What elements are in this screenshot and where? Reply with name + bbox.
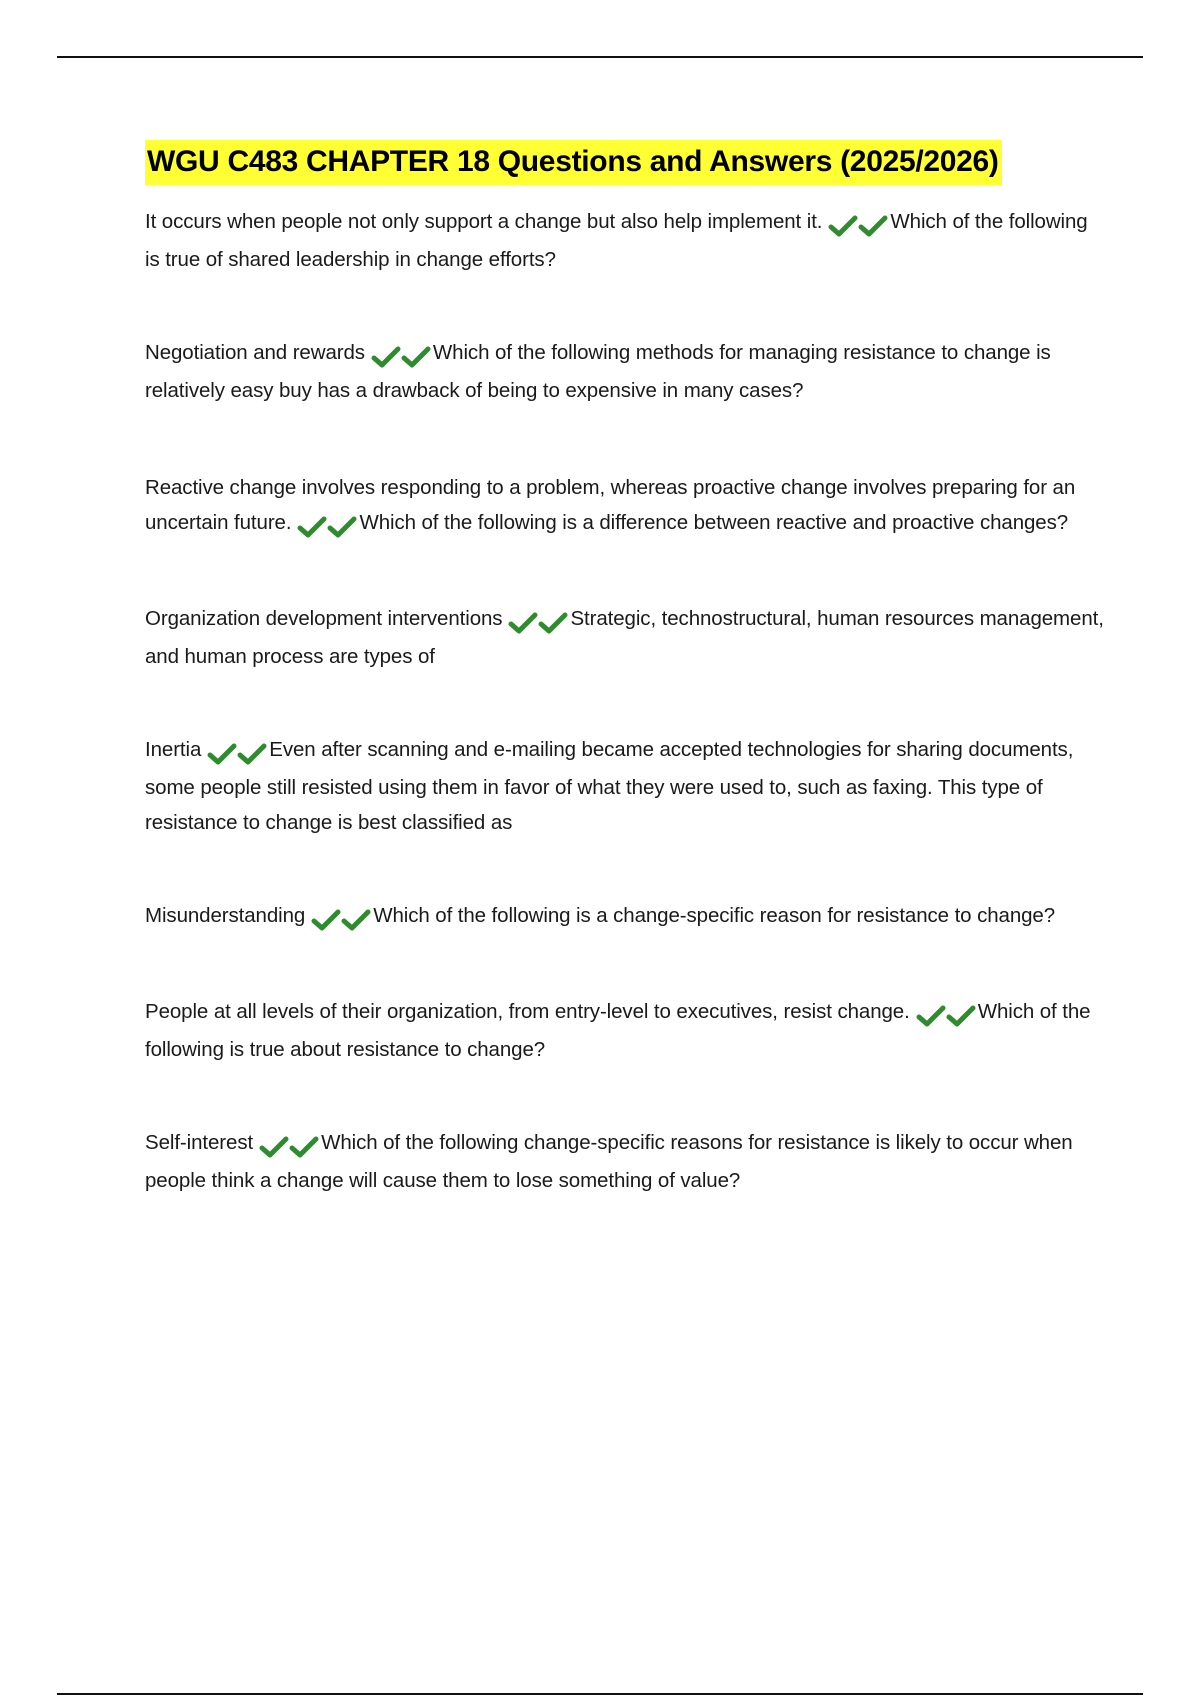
- double-check-marks: [828, 207, 888, 242]
- qa-entry: [145, 601, 1105, 674]
- top-rule: [57, 56, 1143, 58]
- answer-text: People at all levels of their organization, from entry-level to executives, resist change.: [145, 1000, 910, 1023]
- qa-list: [145, 204, 1105, 1198]
- qa-entry: [145, 732, 1105, 840]
- question-text: Which of the following is a difference between reactive and proactive changes?: [359, 511, 1069, 534]
- double-check-marks: [297, 508, 357, 543]
- double-check-marks: [207, 735, 267, 770]
- check-icon: [289, 1136, 319, 1158]
- qa-entry: [145, 1125, 1105, 1198]
- check-icon: [508, 612, 538, 634]
- qa-entry: [145, 204, 1105, 277]
- document-title: WGU C483 CHAPTER 18 Questions and Answers (2025/2026): [145, 140, 1002, 185]
- qa-entry: [145, 335, 1105, 408]
- check-icon: [946, 1005, 976, 1027]
- check-icon: [538, 612, 568, 634]
- check-icon: [828, 215, 858, 237]
- double-check-marks: [916, 997, 976, 1032]
- double-check-marks: [311, 901, 371, 936]
- question-text: Which of the following change-specific reasons for resistance is likely to occur when people think a change will cause them to lose something of value?: [145, 1131, 1073, 1192]
- check-icon: [311, 909, 341, 931]
- answer-text: Reactive change involves responding to a problem, whereas proactive change involves preparing for an uncertain future.: [145, 476, 1076, 534]
- document-page: [145, 140, 1105, 1198]
- qa-entry: [145, 470, 1105, 543]
- answer-text: Organization development interventions: [145, 607, 503, 630]
- question-text: Which of the following is a change-specific reason for resistance to change?: [373, 904, 1056, 927]
- answer-text: Self-interest: [145, 1131, 254, 1154]
- double-check-marks: [259, 1128, 319, 1163]
- double-check-marks: [371, 338, 431, 373]
- answer-text: Negotiation and rewards: [145, 341, 365, 364]
- check-icon: [371, 346, 401, 368]
- question-text: Which of the following is true about resistance to change?: [145, 1000, 1091, 1061]
- bottom-rule: [57, 1693, 1143, 1695]
- check-icon: [259, 1136, 289, 1158]
- answer-text: It occurs when people not only support a change but also help implement it.: [145, 210, 823, 233]
- question-text: Which of the following is true of shared leadership in change efforts?: [145, 210, 1088, 271]
- check-icon: [327, 516, 357, 538]
- answer-text: Inertia: [145, 738, 202, 761]
- question-text: Which of the following methods for managing resistance to change is relatively easy buy has a drawback of being to expensive in many cases?: [145, 341, 1051, 402]
- question-text: Strategic, technostructural, human resources management, and human process are types of: [145, 607, 1104, 668]
- check-icon: [237, 743, 267, 765]
- qa-entry: [145, 994, 1105, 1067]
- double-check-marks: [508, 604, 568, 639]
- question-text: Even after scanning and e-mailing became accepted technologies for sharing documents, some people still resisted using them in favor of what they were used to, such as faxing. This type of resistance to change is best classified as: [145, 738, 1074, 834]
- qa-entry: [145, 898, 1105, 936]
- check-icon: [341, 909, 371, 931]
- check-icon: [916, 1005, 946, 1027]
- check-icon: [207, 743, 237, 765]
- check-icon: [858, 215, 888, 237]
- check-icon: [297, 516, 327, 538]
- check-icon: [401, 346, 431, 368]
- answer-text: Misunderstanding: [145, 904, 306, 927]
